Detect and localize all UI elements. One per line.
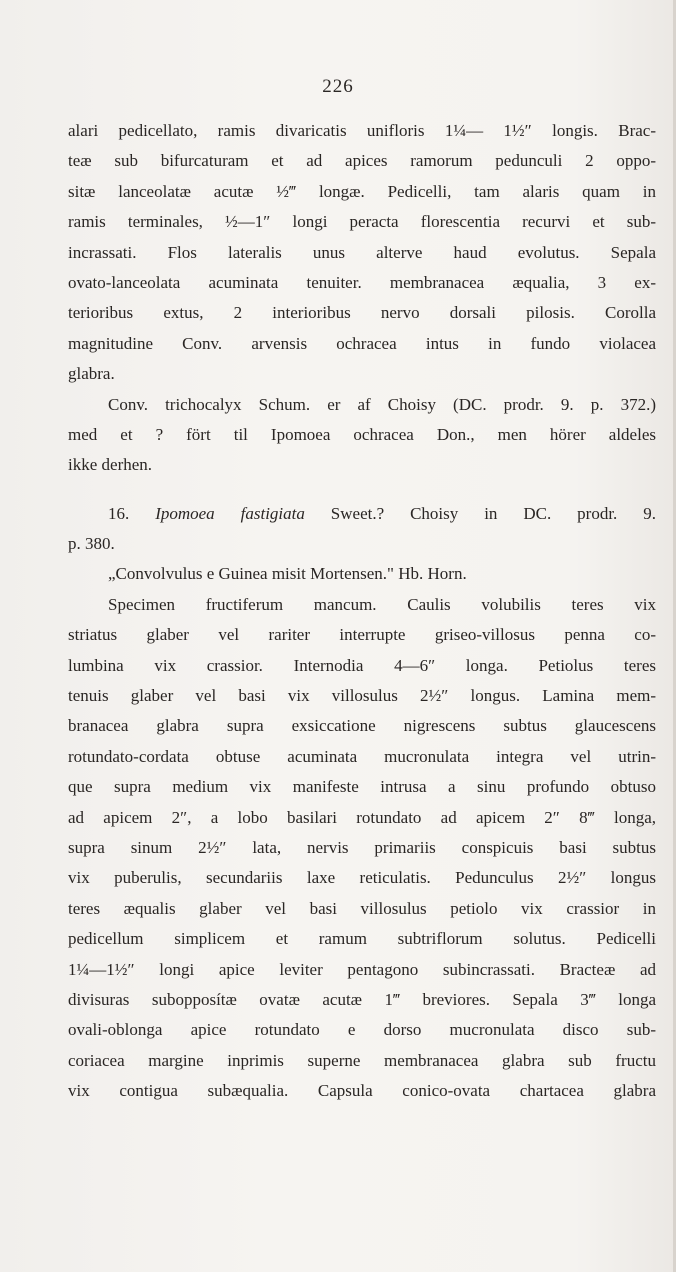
paragraph-specimen-description	[68, 590, 656, 1107]
text-line: Conv. trichocalyx Schum. er af Choisy (DC. prodr. 9. p. 372.)	[108, 394, 656, 414]
text-line: pedicellum simplicem et ramum subtriflorum solutus. Pedicelli	[68, 929, 656, 949]
text-line: vix contigua subæqualia. Capsula conico-ovata chartacea glabra	[68, 1081, 656, 1101]
text-line: ovali-oblonga apice rotundato e dorso mucronulata disco sub-	[68, 1020, 656, 1040]
text-line: glabra.	[68, 364, 115, 384]
text-line: „Convolvulus e Guinea misit Mortensen." Hb. Horn.	[108, 564, 467, 584]
species-number: 16.	[108, 503, 130, 523]
text-line: ramis terminales, ½—1″ longi peracta florescentia recurvi et sub-	[68, 212, 656, 232]
text-line: lumbina vix crassior. Internodia 4—6″ longa. Petiolus teres	[68, 655, 656, 675]
page-number: 226	[322, 76, 354, 97]
text-line: tenuis glaber vel basi vix villosulus 2½″ longus. Lamina mem-	[68, 686, 656, 706]
text-line: 1¼—1½″ longi apice leviter pentagono subincrassati. Bracteæ ad	[68, 959, 656, 979]
text-line: p. 380.	[68, 534, 115, 554]
text-line: alari pedicellato, ramis divaricatis unifloris 1¼— 1½″ longis. Brac-	[68, 121, 656, 140]
text-line: Specimen fructiferum mancum. Caulis volubilis teres vix	[108, 594, 656, 614]
paragraph-remark-trichocalyx	[68, 390, 656, 481]
text-line: striatus glaber vel rariter interrupte griseo-villosus penna co-	[68, 625, 656, 645]
paragraph-description-continued	[68, 116, 656, 390]
text-line: branacea glabra supra exsiccatione nigrescens subtus glaucescens	[68, 716, 656, 736]
text-line: vix puberulis, secundariis laxe reticulatis. Pedunculus 2½″ longus	[68, 868, 656, 888]
text-line: rotundato-cordata obtuse acuminata mucronulata integra vel utrin-	[68, 746, 656, 766]
page-body	[68, 116, 656, 1107]
text-line: med et ? fört til Ipomoea ochracea Don., men hörer aldeles	[68, 424, 656, 444]
text-line: ovato-lanceolata acuminata tenuiter. membranacea æqualia, 3 ex-	[68, 272, 656, 292]
text-line: teæ sub bifurcaturam et ad apices ramorum pedunculi 2 oppo-	[68, 151, 656, 171]
text-line: sitæ lanceolatæ acutæ ½‴ longæ. Pedicelli, tam alaris quam in	[68, 181, 656, 201]
text-line: supra sinum 2½″ lata, nervis primariis conspicuis basi subtus	[68, 837, 656, 857]
text-line: terioribus extus, 2 interioribus nervo dorsali pilosis. Corolla	[68, 303, 656, 323]
section-gap	[68, 481, 656, 499]
paragraph-herbarium-note	[68, 559, 656, 589]
text-line: divisuras subopposítæ ovatæ acutæ 1‴ breviores. Sepala 3‴ longa	[68, 989, 656, 1009]
text-line: que supra medium vix manifeste intrusa a sinu profundo obtuso	[68, 777, 656, 797]
text-line: coriacea margine inprimis superne membranacea glabra sub fructu	[68, 1050, 656, 1070]
text-line: ikke derhen.	[68, 455, 153, 475]
text-line: ad apicem 2″, a lobo basilari rotundato ad apicem 2″ 8‴ longa,	[68, 807, 656, 827]
text-line: teres æqualis glaber vel basi villosulus petiolo vix crassior in	[68, 898, 656, 918]
species-heading-line	[68, 499, 656, 529]
species-name: Ipomoea fastigiata	[155, 503, 305, 523]
text-line: magnitudine Conv. arvensis ochracea intus in fundo violacea	[68, 333, 656, 353]
species-heading	[68, 499, 656, 560]
text-line: incrassati. Flos lateralis unus alterve haud evolutus. Sepala	[68, 242, 656, 262]
species-authority: Sweet.? Choisy in DC. prodr. 9.	[304, 503, 656, 523]
